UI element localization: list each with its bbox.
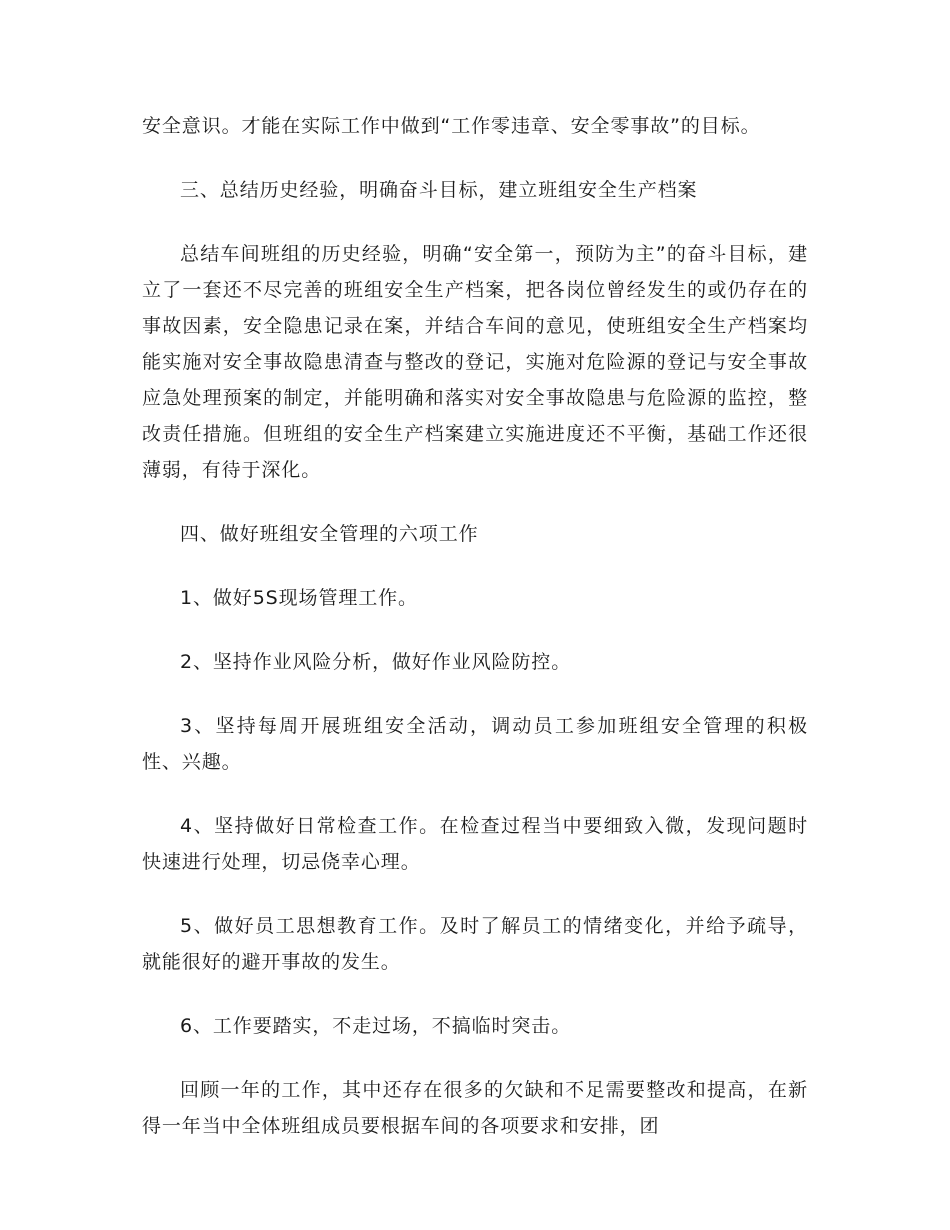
section-heading-three: 三、总结历史经验，明确奋斗目标，建立班组安全生产档案 [180,179,698,201]
list-item-6: 6、工作要踏实，不走过场，不搞临时突击。 [180,1015,572,1037]
list-item-4: 4、坚持做好日常检查工作。在检查过程当中要细致入微，发现问题时快速进行处理，切忌侥幸心理。 [142,815,808,873]
list-item-1: 1、做好5S现场管理工作。 [180,587,418,609]
paragraph-archive: 总结车间班组的历史经验，明确“安全第一，预防为主”的奋斗目标，建立了一套还不尽完善的班组安全生产档案，把各岗位曾经发生的或仍存在的事故因素，安全隐患记录在案，并结合车间的意见，使班组安全生产档案均能实施对安全事故隐患清查与整改的登记，实施对危险源的登记与安全事故应急处理预案的制定，并能明确和落实对安全事故隐患与危险源的监控，整改责任措施。但班组的安全生产档案建立实施进度还不平衡，基础工作还很薄弱，有待于深化。 [142,243,808,481]
section-heading-four: 四、做好班组安全管理的六项工作 [180,523,479,545]
paragraph-continuation: 安全意识。才能在实际工作中做到“工作零违章、安全零事故”的目标。 [142,115,761,137]
paragraph-review: 回顾一年的工作，其中还存在很多的欠缺和不足需要整改和提高，在新得一年当中全体班组成员要根据车间的各项要求和安排，团 [142,1079,808,1137]
document-body [142,108,808,1144]
list-item-2: 2、坚持作业风险分析，做好作业风险防控。 [180,651,572,673]
list-item-5: 5、做好员工思想教育工作。及时了解员工的情绪变化，并给予疏导，就能很好的避开事故的发生。 [142,915,808,973]
list-item-3: 3、坚持每周开展班组安全活动，调动员工参加班组安全管理的积极性、兴趣。 [142,715,808,773]
